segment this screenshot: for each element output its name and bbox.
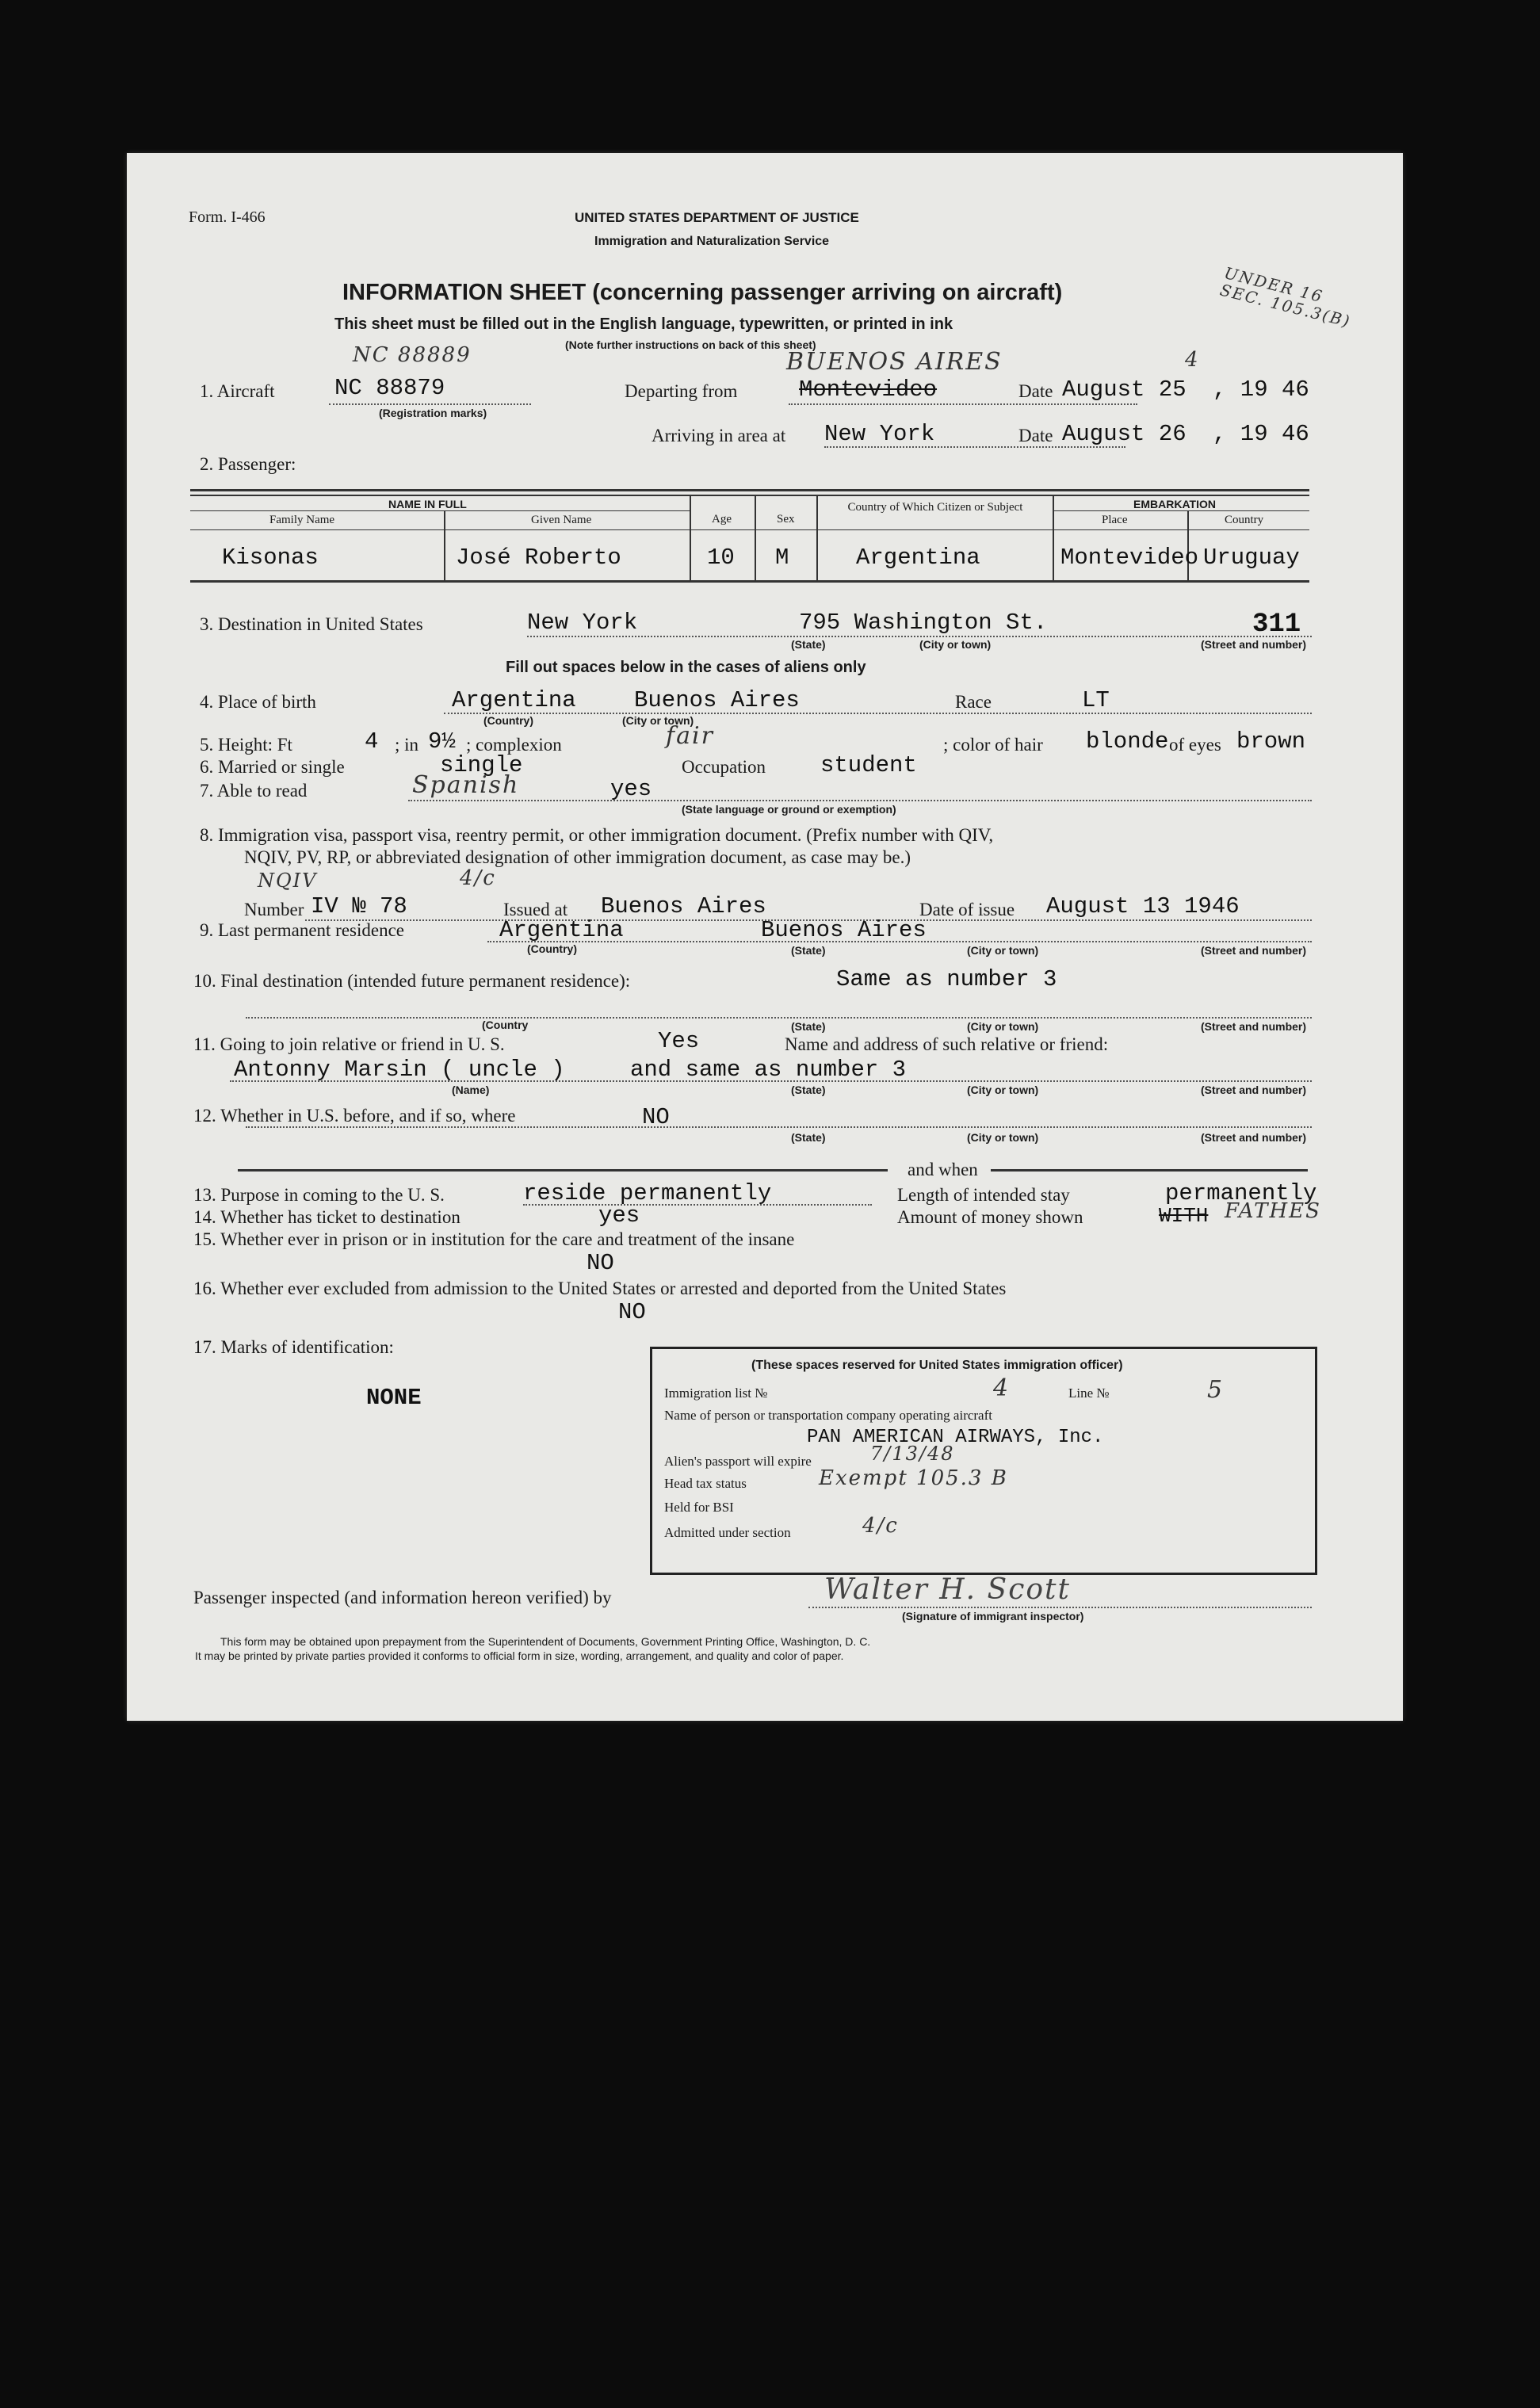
caption-state: (State) (791, 638, 826, 651)
occupation-label: Occupation (682, 757, 766, 777)
admitted-value: 4/c (862, 1514, 899, 1538)
col-sex: Sex (777, 513, 795, 526)
passport-label: Alien's passport will expire (664, 1454, 812, 1469)
prison-label: 15. Whether ever in prison or in institution for the care and treatment of the insane (193, 1229, 795, 1249)
height-in-label: ; in (395, 735, 419, 755)
money-label: Amount of money shown (897, 1207, 1083, 1227)
admitted-label: Admitted under section (664, 1525, 791, 1540)
cell-age: 10 (707, 545, 735, 571)
caption-name: (Name) (452, 1084, 490, 1096)
caption-city: (City or town) (967, 1131, 1039, 1144)
line-label: Line № (1068, 1386, 1110, 1401)
purpose-label: 13. Purpose in coming to the U. S. (193, 1185, 445, 1205)
list-label: Immigration list № (664, 1386, 768, 1401)
excluded-value: NO (618, 1299, 646, 1325)
destination-street: 795 Washington St. (799, 610, 1048, 636)
service: Immigration and Naturalization Service (594, 235, 830, 248)
stay-label: Length of intended stay (897, 1185, 1070, 1205)
arriving-value: New York (824, 421, 935, 447)
department: UNITED STATES DEPARTMENT OF JUSTICE (575, 210, 859, 225)
marital-value: single (440, 752, 523, 778)
caption-street: (Street and number) (1201, 638, 1307, 651)
signature-caption: (Signature of immigrant inspector) (902, 1610, 1084, 1623)
issue-date-label: Date of issue (919, 900, 1015, 919)
line-number: 5 (1207, 1376, 1225, 1404)
document-page (127, 153, 1403, 1721)
form-number: Form. I-466 (189, 208, 266, 226)
caption-country: (Country (482, 1019, 529, 1031)
headtax-value: Exempt 105.3 B (819, 1466, 1008, 1490)
footer-line1: This form may be obtained upon prepayment from the Superintendent of Documents, Government Printing Office, Washington, D. C. (220, 1635, 871, 1648)
dep-date: August 25 (1062, 376, 1187, 403)
height-in: 9½ (428, 728, 456, 755)
visa-number: IV № 78 (311, 893, 407, 919)
caption-city: (City or town) (919, 638, 992, 651)
ticket-value: yes (598, 1202, 640, 1229)
hair-label: ; color of hair (943, 735, 1043, 755)
list-number: 4 (993, 1374, 1011, 1402)
arr-year: , 19 46 (1213, 421, 1309, 447)
caption-country: (Country) (483, 714, 533, 727)
aircraft-label: 1. Aircraft (200, 381, 275, 401)
destination-state: New York (527, 610, 638, 636)
col-country: Country (1225, 514, 1264, 526)
birth-city: Buenos Aires (634, 687, 800, 713)
aliens-header: Fill out spaces below in the cases of aliens only (506, 659, 866, 676)
cell-given-name: José Roberto (456, 545, 621, 571)
dep-date-correction: 4 (1185, 348, 1200, 372)
page-note: (Note further instructions on back of this sheet) (565, 338, 816, 351)
name-group-header: NAME IN FULL (388, 498, 467, 510)
arr-date-label: Date (1018, 426, 1053, 445)
caption-city: (City or town) (967, 1020, 1039, 1033)
dep-date-label: Date (1018, 381, 1053, 401)
hair-value: blonde (1086, 728, 1169, 755)
exemption-stamp: UNDER 16 SEC. 105.3(B) (1217, 263, 1353, 331)
dep-year: , 19 46 (1213, 376, 1309, 403)
col-age: Age (712, 513, 732, 526)
eyes-value: brown (1236, 728, 1306, 755)
height-ft: 4 (365, 728, 379, 755)
before-value: NO (642, 1104, 670, 1130)
col-given-name: Given Name (531, 514, 592, 526)
caption-city: (City or town) (622, 714, 694, 727)
company-value: PAN AMERICAN AIRWAYS, Inc. (807, 1427, 1104, 1448)
caption-state: (State) (791, 944, 826, 957)
eyes-label: of eyes (1169, 735, 1221, 755)
cell-country: Uruguay (1203, 545, 1300, 571)
departing-label: Departing from (625, 381, 738, 401)
passport-value: 7/13/48 (870, 1443, 955, 1465)
residence-label: 9. Last permanent residence (200, 920, 404, 940)
read-language: Spanish (412, 771, 520, 799)
page-subtitle: This sheet must be filled out in the English language, typewritten, or printed in ink (334, 315, 953, 333)
departing-struck: Montevideo (799, 376, 938, 403)
join-relative-value: Yes (658, 1028, 700, 1054)
destination-number: 311 (1252, 610, 1301, 640)
arriving-label: Arriving in area at (652, 426, 786, 445)
officer-box-title: (These spaces reserved for United States immigration officer) (751, 1359, 1123, 1372)
money-handwritten: FATHES (1225, 1199, 1321, 1223)
issued-label: Issued at (503, 900, 568, 919)
visa-hand-prefix: NQIV (258, 870, 318, 892)
excluded-label: 16. Whether ever excluded from admission to the United States or arrested and deported from the United States (193, 1279, 1007, 1298)
ticket-label: 14. Whether has ticket to destination (193, 1207, 460, 1227)
visa-line1: 8. Immigration visa, passport visa, reentry permit, or other immigration document. (Prefix number with QIV, (200, 825, 994, 845)
col-place: Place (1102, 514, 1128, 526)
passenger-table (190, 489, 1309, 583)
col-family-name: Family Name (269, 514, 335, 526)
col-citizen: Country of Which Citizen or Subject (847, 501, 1023, 514)
purpose-value: reside permanently (523, 1180, 772, 1206)
race-label: Race (955, 692, 992, 712)
join-relative-label: 11. Going to join relative or friend in U. S. (193, 1034, 505, 1054)
residence-country: Argentina (499, 917, 624, 943)
cell-sex: M (775, 545, 789, 571)
company-label: Name of person or transportation company operating aircraft (664, 1408, 992, 1423)
prison-value: NO (587, 1250, 614, 1276)
registration-caption: (Registration marks) (379, 407, 487, 419)
when-label: and when (908, 1160, 978, 1179)
occupation-value: student (820, 752, 917, 778)
destination-label: 3. Destination in United States (200, 614, 423, 634)
caption-state: (State) (791, 1020, 826, 1033)
cell-place: Montevideo (1060, 545, 1199, 571)
caption-state: (State) (791, 1131, 826, 1144)
relative-name: Antonny Marsin ( uncle ) (234, 1057, 565, 1083)
relative-name-label: Name and address of such relative or friend: (785, 1034, 1109, 1054)
aircraft-handwritten: NC 88889 (353, 343, 472, 367)
inspector-signature: Walter H. Scott (824, 1573, 1071, 1606)
departing-handwritten: BUENOS AIRES (786, 348, 1003, 376)
stay-value: permanently (1165, 1180, 1317, 1206)
issued-at: Buenos Aires (601, 893, 766, 919)
read-label: 7. Able to read (200, 781, 308, 801)
complexion-value: fair (666, 722, 714, 750)
arr-date: August 26 (1062, 421, 1187, 447)
caption-street: (Street and number) (1201, 944, 1307, 957)
inspection-label: Passenger inspected (and information hereon verified) by (193, 1588, 612, 1607)
caption-street: (Street and number) (1201, 1020, 1307, 1033)
final-dest-label: 10. Final destination (intended future permanent residence): (193, 971, 631, 991)
money-struck: WITH (1159, 1204, 1209, 1228)
visa-hand-section: 4/c (460, 866, 496, 890)
caption-street: (Street and number) (1201, 1084, 1307, 1096)
race-value: LT (1082, 687, 1110, 713)
relative-address: and same as number 3 (630, 1057, 907, 1083)
identification-label: 17. Marks of identification: (193, 1337, 394, 1357)
identification-value: NONE (366, 1385, 422, 1411)
visa-number-label: Number (244, 900, 304, 919)
before-label: 12. Whether in U.S. before, and if so, where (193, 1106, 516, 1126)
caption-country: (Country) (527, 942, 577, 955)
caption-city: (City or town) (967, 944, 1039, 957)
cell-citizen: Argentina (856, 545, 980, 571)
birthplace-label: 4. Place of birth (200, 692, 316, 712)
headtax-label: Head tax status (664, 1476, 747, 1491)
caption-street: (Street and number) (1201, 1131, 1307, 1144)
read-caption: (State language or ground or exemption) (682, 803, 896, 816)
marital-label: 6. Married or single (200, 757, 345, 777)
height-label: 5. Height: Ft (200, 735, 292, 755)
birth-country: Argentina (452, 687, 576, 713)
final-dest-value: Same as number 3 (836, 966, 1057, 992)
officer-box (650, 1347, 1317, 1575)
complexion-label: ; complexion (466, 735, 562, 755)
passenger-label: 2. Passenger: (200, 454, 296, 474)
issue-date: August 13 1946 (1046, 893, 1240, 919)
bsi-label: Held for BSI (664, 1500, 734, 1515)
residence-city: Buenos Aires (761, 917, 927, 943)
visa-line2: NQIV, PV, RP, or abbreviated designation of other immigration document, as case may be.) (244, 847, 911, 867)
page-title: INFORMATION SHEET (concerning passenger arriving on aircraft) (342, 280, 1063, 305)
caption-city: (City or town) (967, 1084, 1039, 1096)
caption-state: (State) (791, 1084, 826, 1096)
footer-line2: It may be printed by private parties provided it conforms to official form in size, wording, arrangement, and quality and color of paper. (195, 1649, 844, 1662)
cell-family-name: Kisonas (222, 545, 319, 571)
embark-group-header: EMBARKATION (1133, 498, 1216, 510)
aircraft-value: NC 88879 (334, 375, 445, 401)
read-value: yes (610, 776, 652, 802)
